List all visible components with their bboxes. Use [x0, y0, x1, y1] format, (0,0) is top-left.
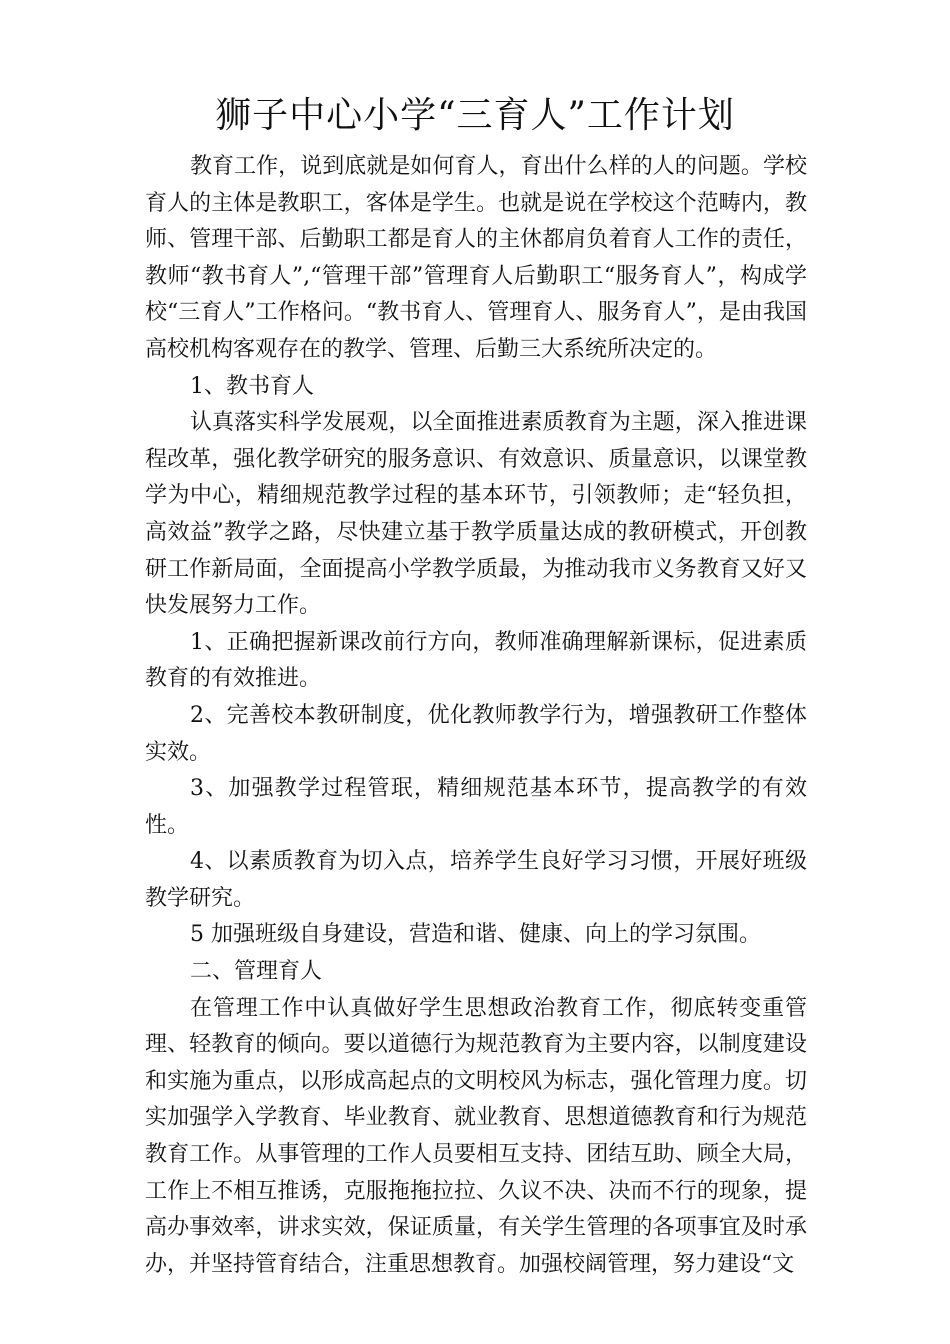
document-body — [145, 149, 807, 1283]
intro-paragraph: 教育工作，说到底就是如何育人，育出什么样的人的问题。学校育人的主体是教职工，客体是学生。也就是说在学校这个范畴内，教师、管理干部、后勤职工都是育人的主休都肩负着育人工作的责任，教师“教书育人”,“管理干部”管理育人后勤职工“服务育人”，构成学校“三育人”工作格问。“教书育人、管理育人、服务育人”，是由我国高校机构客观存在的教学、管理、后勤三大系统所决定的。 — [145, 154, 807, 362]
section-heading-teaching: 1、教书育人 — [190, 373, 314, 399]
list-item: 4、以素质教育为切入点，培养学生良好学习习惯，开展好班级教学研究。 — [145, 849, 807, 911]
section-heading-management: 二、管理育人 — [190, 959, 323, 985]
list-item: 3、加强教学过程管珉，精细规范基本环节，提高教学的有效性。 — [145, 776, 807, 838]
list-item: 5 加强班级自身建设，营造和谐、健康、向上的学习氛围。 — [190, 922, 761, 948]
management-paragraph: 在管理工作中认真做好学生思想政治教育工作，彻底转变重管理、轻教育的倾向。要以道德行为规范教育为主要内容，以制度建设和实施为重点，以形成高起点的文明校风为标志，强化管理力度。切实加强学入学教育、毕业教育、就业教育、思想道德教育和行为规范教育工作。从事管理的工作人员要相互支持、团结互助、顾全大局，工作上不相互推诱，克服拖拖拉拉、久议不决、决而不行的现象，提高办事效率，讲求实效，保证质量，有关学生管理的各项事宜及时承办，并坚持管育结合，注重思想教育。加强校阔管理，努力建设“文 — [145, 995, 807, 1277]
teaching-paragraph: 认真落实科学发展观，以全面推进素质教育为主题，深入推进课程改革，强化教学研究的服务意识、有效意识、质量意识，以课堂教学为中心，精细规范教学过程的基本环节，引领教师；走“轻负担，高效益”教学之路，尽快建立基于教学质量达成的教研模式，开创教研工作新局面，全面提高小学教学质最，为推动我市义务教育又好又快发展努力工作。 — [145, 410, 807, 619]
list-item: 1、正确把握新课改前行方向，教师准确理解新课标，促进素质教育的有效推进。 — [145, 629, 807, 692]
list-item: 2、完善校本教研制度，优化教师教学行为，增强教研工作整体实效。 — [145, 702, 807, 765]
document-title: 狮子中心小学“三育人”工作计划 — [215, 95, 735, 136]
